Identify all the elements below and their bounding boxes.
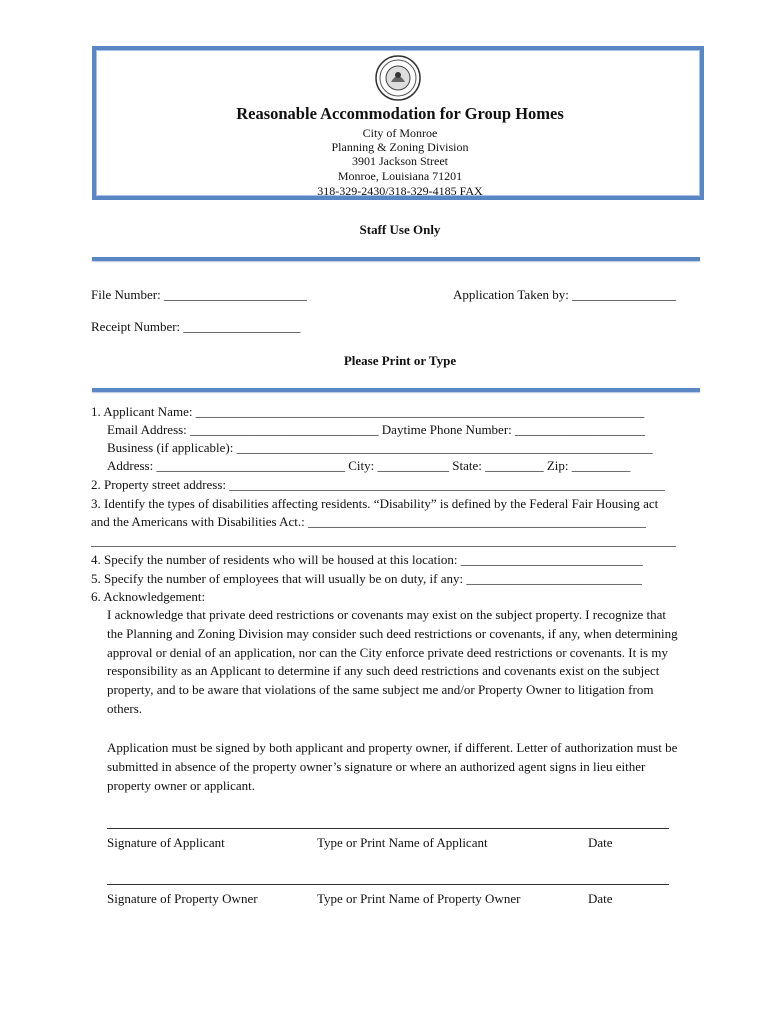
disabilities-label: 3. Identify the types of disabilities affecting residents. “Disability” is defined by the Federal Fair Housing act: [91, 496, 659, 511]
address-line: Planning & Zoning Division: [331, 140, 469, 154]
address-field[interactable]: Address: _____________________________ City: ___________ State: _________ Zip: _________: [107, 458, 631, 473]
email-phone-field[interactable]: Email Address: _____________________________ Daytime Phone Number: ____________________: [107, 422, 646, 437]
employees-field[interactable]: 5. Specify the number of employees that will usually be on duty, if any: ___________________________: [91, 571, 642, 586]
address-line: Monroe, Louisiana 71201: [337, 169, 463, 183]
owner-name-label: Type or Print Name of Property Owner: [317, 891, 521, 906]
owner-signature-line[interactable]: [107, 884, 669, 885]
applicant-name-field[interactable]: 1. Applicant Name: _____________________________________________________________________: [91, 404, 645, 419]
signature-note: Application must be signed by both applicant and property owner, if different. Letter of authorization must be submitted in absence of the property owner’s signature or where an authorized agent signs in lieu either property owner or applicant.: [107, 740, 678, 793]
print-or-type-heading: Please Print or Type: [343, 353, 457, 368]
acknowledgement-label: 6. Acknowledgement:: [91, 589, 206, 604]
residents-field[interactable]: 4. Specify the number of residents who will be housed at this location: ____________________________: [91, 552, 643, 567]
owner-date-label: Date: [588, 891, 613, 906]
disabilities-field[interactable]: and the Americans with Disabilities Act.: ____________________________________________________: [91, 514, 646, 529]
divider: [92, 257, 700, 261]
file-number-field[interactable]: File Number: ______________________: [91, 287, 307, 302]
address-line: 318-329-2430/318-329-4185 FAX: [317, 184, 483, 198]
acknowledgement-text: I acknowledge that private deed restrictions or covenants may exist on the subject property. I recognize that the Planning and Zoning Division may consider such deed restrictions or covenants, if any, when determining approval or denial of an application, nor can the City enforce private deed restrictions or covenants. It is my responsibility as an Applicant to determine if any such deed restrictions and covenants exist on the subject property, and to be aware that violations of the same subject me and/or Property Owner to litigation from others.: [107, 607, 678, 716]
application-taken-by-field[interactable]: Application Taken by: ________________: [453, 287, 677, 302]
page-title: Reasonable Accommodation for Group Homes: [236, 104, 564, 123]
applicant-signature-line[interactable]: [107, 828, 669, 829]
applicant-signature-label: Signature of Applicant: [107, 835, 225, 850]
applicant-date-label: Date: [588, 835, 613, 850]
address-line: City of Monroe: [362, 126, 438, 140]
business-field[interactable]: Business (if applicable): ________________________________________________________________: [107, 440, 653, 455]
property-street-field[interactable]: 2. Property street address: ___________________________________________________________________: [91, 477, 665, 492]
staff-use-heading: Staff Use Only: [359, 222, 441, 237]
applicant-name-label: Type or Print Name of Applicant: [317, 835, 488, 850]
city-seal-icon: [374, 54, 422, 102]
owner-signature-label: Signature of Property Owner: [107, 891, 258, 906]
divider: [92, 388, 700, 392]
receipt-number-field[interactable]: Receipt Number: __________________: [91, 319, 301, 334]
disabilities-field-continued[interactable]: __________________________________________________________________________________________: [91, 533, 676, 548]
address-line: 3901 Jackson Street: [352, 154, 448, 168]
